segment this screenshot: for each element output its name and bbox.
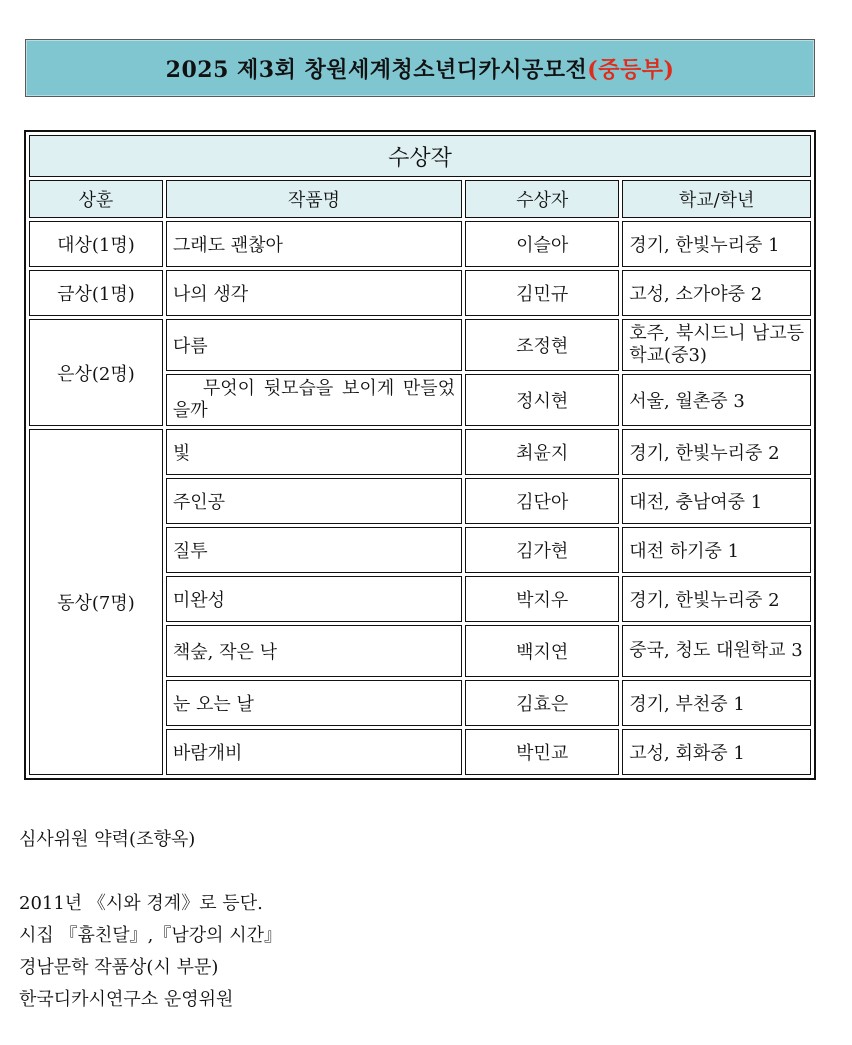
winner-name: 김효은 (465, 680, 619, 726)
winner-name: 조정현 (465, 319, 619, 371)
winner-name: 정시현 (465, 374, 619, 426)
school-grade: 경기, 한빛누리중 2 (622, 429, 811, 475)
work-title: 무엇이 뒷모습을 보이게 만들었을까 (166, 374, 462, 426)
judge-heading: 심사위원 약력(조향옥) (19, 829, 196, 850)
header-school: 학교/학년 (622, 180, 811, 218)
award-cell: 동상(7명) (29, 429, 163, 775)
award-cell: 대상(1명) (29, 221, 163, 267)
award-cell: 금상(1명) (29, 270, 163, 316)
table-row (29, 319, 811, 371)
winner-name: 김민규 (465, 270, 619, 316)
winner-name: 이슬아 (465, 221, 619, 267)
work-title: 눈 오는 날 (166, 680, 462, 726)
judge-profile (19, 824, 282, 1016)
banner-division: (중등부) (587, 56, 675, 83)
header-winner: 수상자 (465, 180, 619, 218)
table-row (29, 429, 811, 475)
header-award: 상훈 (29, 180, 163, 218)
table-row (29, 270, 811, 316)
work-title: 바람개비 (166, 729, 462, 775)
work-title: 빛 (166, 429, 462, 475)
work-title: 주인공 (166, 478, 462, 524)
judge-line: 경남문학 작품상(시 부문) (19, 957, 219, 978)
winner-name: 박민교 (465, 729, 619, 775)
judge-line: 시집 『흄친달』,『남강의 시간』 (19, 925, 283, 946)
school-grade: 대전, 충남여중 1 (622, 478, 811, 524)
winner-name: 최윤지 (465, 429, 619, 475)
work-title: 책숲, 작은 낙 (166, 625, 462, 677)
winner-name: 김단아 (465, 478, 619, 524)
school-grade: 대전 하기중 1 (622, 527, 811, 573)
work-title: 그래도 괜찮아 (166, 221, 462, 267)
school-grade: 호주, 북시드니 남고등학교(중3) (622, 319, 811, 371)
table-caption: 수상작 (29, 135, 811, 177)
work-title: 미완성 (166, 576, 462, 622)
judge-line: 한국디카시연구소 운영위원 (19, 989, 234, 1010)
work-title: 질투 (166, 527, 462, 573)
award-cell: 은상(2명) (29, 319, 163, 426)
winner-name: 박지우 (465, 576, 619, 622)
school-grade: 중국, 청도 대원학교 3 (622, 625, 811, 677)
winner-name: 백지연 (465, 625, 619, 677)
banner-title: 2025 제3회 창원세계청소년디카시공모전 (165, 56, 588, 83)
school-grade: 경기, 한빛누리중 1 (622, 221, 811, 267)
school-grade: 고성, 회화중 1 (622, 729, 811, 775)
school-grade: 경기, 한빛누리중 2 (622, 576, 811, 622)
awards-table (24, 130, 816, 780)
school-grade: 고성, 소가야중 2 (622, 270, 811, 316)
winner-name: 김가현 (465, 527, 619, 573)
table-row (29, 221, 811, 267)
school-grade: 경기, 부천중 1 (622, 680, 811, 726)
title-banner (25, 39, 815, 97)
header-title: 작품명 (166, 180, 462, 218)
work-title: 나의 생각 (166, 270, 462, 316)
work-title: 다름 (166, 319, 462, 371)
judge-line: 2011년 《시와 경계》로 등단. (19, 893, 263, 914)
school-grade: 서울, 월촌중 3 (622, 374, 811, 426)
